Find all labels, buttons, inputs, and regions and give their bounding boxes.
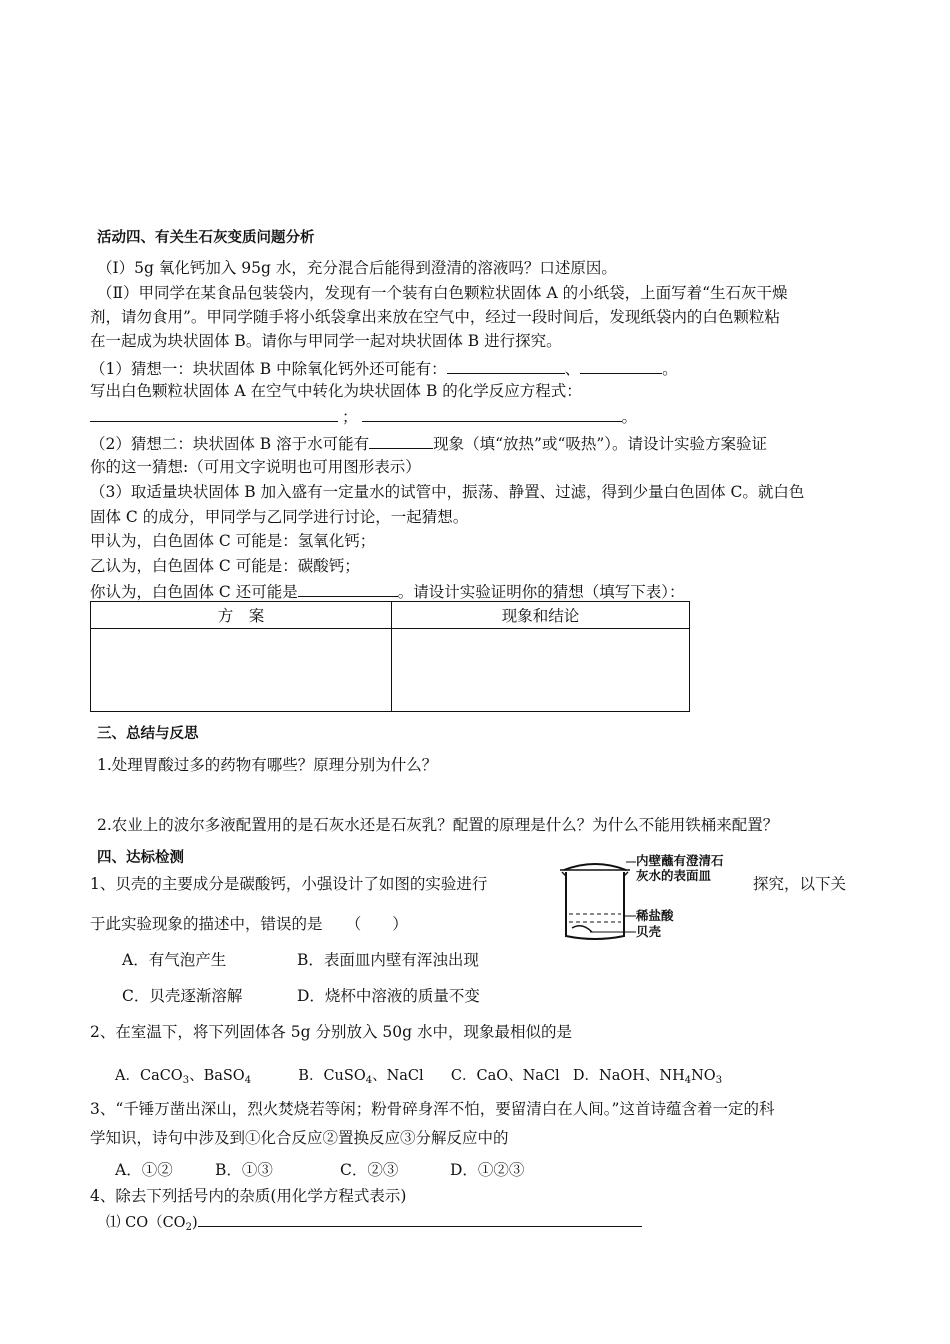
answer-blank[interactable] (580, 357, 662, 374)
guess-1: （1）猜想一：块状固体 B 中除氧化钙外还可能有： 、 。 (90, 357, 678, 379)
write-equation-prompt: 写出白色颗粒状固体 A 在空气中转化为块状固体 B 的化学反应方程式： (90, 382, 582, 400)
table-header: 现象和结论 (392, 602, 690, 629)
guess-2-line-2: 你的这一猜想:（可用文字说明也可用图形表示） (90, 458, 421, 476)
figure-label-shell: 贝壳 (636, 924, 662, 939)
option-b[interactable]: B．表面皿内壁有浑浊出现 (297, 951, 479, 969)
answer-blank[interactable] (90, 405, 338, 422)
your-opinion: 你认为，白色固体 C 还可能是 。请设计实验证明你的猜想（填写下表）： (90, 580, 684, 602)
problem-1-line-1b: 探究，以下关 (753, 875, 847, 893)
option-c[interactable]: C．贝壳逐渐溶解 (122, 987, 243, 1005)
option-c[interactable]: C．②③ (340, 1161, 399, 1179)
equation-blanks: ； 。 (90, 405, 637, 427)
question-3-line-1: （3）取适量块状固体 B 加入盛有一定量水的试管中，振荡、静置、过滤，得到少量白色固体 C。就白色 (90, 483, 805, 501)
question-2-line-1: （Ⅱ）甲同学在某食品包装袋内，发现有一个装有白色颗粒状固体 A 的小纸袋，上面写着“生石灰干燥 (97, 284, 788, 302)
section3-heading: 三、总结与反思 (97, 726, 199, 742)
problem-4: 4、除去下列括号内的杂质(用化学方程式表示) (90, 1187, 407, 1205)
problem-2-options (115, 1066, 722, 1086)
figure-label-dish-2: 灰水的表面皿 (636, 868, 712, 883)
answer-blank[interactable] (362, 405, 622, 422)
answer-table (90, 601, 690, 712)
yi-opinion: 乙认为，白色固体 C 可能是：碳酸钙； (90, 557, 360, 575)
figure-label-acid: 稀盐酸 (636, 908, 674, 923)
option-d[interactable]: D．烧杯中溶液的质量不变 (297, 987, 480, 1005)
table-cell[interactable] (91, 629, 392, 712)
option-b[interactable]: B．①③ (215, 1161, 273, 1179)
activity4-heading: 活动四、有关生石灰变质问题分析 (97, 230, 315, 246)
option-a[interactable]: A．有气泡产生 (122, 951, 227, 969)
guess-2: （2）猜想二：块状固体 B 溶于水可能有 现象（填“放热”或“吸热”）。请设计实验方案验证 (90, 432, 767, 454)
option-a[interactable]: A．CaCO$_3$、BaSO$_4$ (115, 1068, 252, 1086)
question-2-line-3: 在一起成为块状固体 B。请你与甲同学一起对块状固体 B 进行探究。 (90, 332, 562, 350)
table-header: 方 案 (91, 602, 392, 629)
problem-1-line-1a: 1、贝壳的主要成分是碳酸钙，小强设计了如图的实验进行 (90, 875, 488, 893)
option-c[interactable]: C．CaO、NaCl (450, 1068, 560, 1084)
section3-question-1: 1.处理胃酸过多的药物有哪些？原理分别为什么？ (97, 756, 438, 774)
answer-blank[interactable] (447, 357, 565, 374)
answer-blank[interactable] (198, 1210, 642, 1227)
beaker-experiment-figure (550, 852, 740, 944)
problem-4-item-1: ⑴ $CO(CO_2)$ (106, 1210, 642, 1233)
answer-blank[interactable] (298, 580, 398, 597)
option-d[interactable]: D．NaOH、$NH_4NO_3$ (572, 1068, 723, 1086)
question-2-line-2: 剂，请勿食用”。甲同学随手将小纸袋拿出来放在空气中，经过一段时间后，发现纸袋内的白色颗粒粘 (90, 308, 780, 326)
question-3-line-2: 固体 C 的成分，甲同学与乙同学进行讨论，一起猜想。 (90, 508, 469, 526)
figure-label-dish: 内壁蘸有澄清石 (636, 853, 724, 868)
problem-3-line-1: 3、“千锤万凿出深山，烈火焚烧若等闲；粉骨碎身浑不怕，要留清白在人间。”这首诗蕴含着一定的科 (90, 1100, 775, 1118)
section4-heading: 四、达标检测 (97, 850, 184, 866)
problem-3-line-2: 学知识，诗句中涉及到①化合反应②置换反应③分解反应中的 (90, 1129, 509, 1147)
section3-question-2: 2.农业上的波尔多液配置用的是石灰水还是石灰乳？配置的原理是什么？为什么不能用铁桶来配置？ (97, 816, 779, 834)
option-b[interactable]: B．CuSO$_4$、NaCl (298, 1068, 424, 1086)
table-cell[interactable] (392, 629, 690, 712)
option-a[interactable]: A．①② (115, 1161, 173, 1179)
problem-1-line-2: 于此实验现象的描述中，错误的是 （ ） (90, 915, 408, 933)
problem-2: 2、在室温下，将下列固体各 5g 分别放入 50g 水中，现象最相似的是 (90, 1023, 573, 1041)
jia-opinion: 甲认为，白色固体 C 可能是：氢氧化钙； (90, 532, 376, 550)
answer-blank[interactable] (369, 432, 433, 449)
question-1: （Ⅰ）5g 氧化钙加入 95g 水，充分混合后能得到澄清的溶液吗？口述原因。 (97, 259, 617, 277)
option-d[interactable]: D．①②③ (450, 1161, 525, 1179)
